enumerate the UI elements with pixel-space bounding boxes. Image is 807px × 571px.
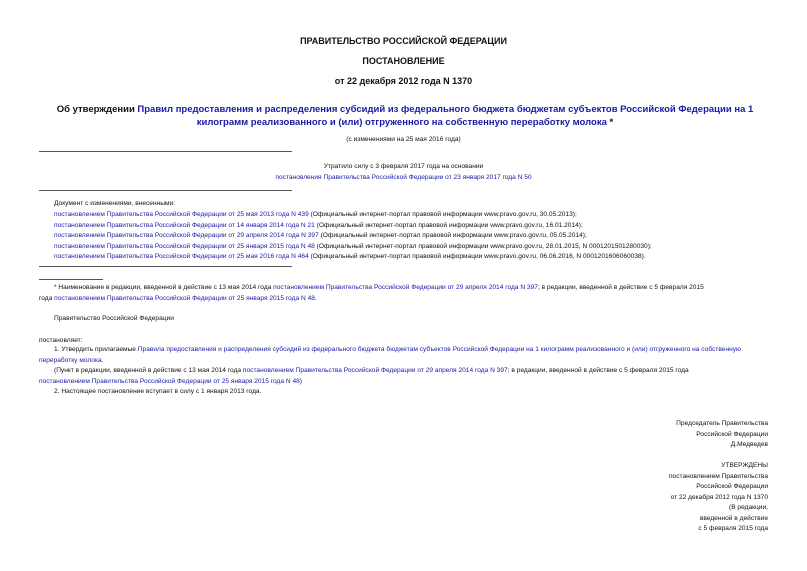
footnote-text: ; в редакции, введенной в действие с 5 февраля 2015 (537, 284, 704, 291)
title-suffix: * (606, 117, 614, 128)
paragraph-2: 2. Настоящее постановление вступает в силу с 1 января 2013 года. (54, 388, 262, 395)
note-text: ) (299, 377, 302, 385)
change-source: (Официальный интернет-портал правовой информации www.pravo.gov.ru, 28.01.2015, N 0001201501280030); (314, 242, 652, 250)
changes-list (54, 210, 794, 263)
change-link[interactable]: постановлением Правительства Российской Федерации от 25 января 2015 года N 48 (54, 242, 315, 250)
change-link[interactable]: постановлением Правительства Российской Федерации от 25 мая 2016 года N 464 (54, 253, 309, 260)
footnote (39, 283, 784, 304)
change-link[interactable]: постановлением Правительства Российской Федерации от 25 мая 2013 года N 439 (54, 211, 309, 218)
divider (39, 190, 292, 191)
change-link[interactable]: постановлением Правительства Российской Федерации от 29 апреля 2014 года N 397 (54, 232, 319, 239)
note-link[interactable]: постановлением Правительства Российской Федерации от 29 апреля 2014 года N 397 (242, 367, 508, 374)
changes-heading: Документ с изменениями, внесенными: (54, 200, 176, 207)
divider (39, 266, 292, 267)
approved-line: с 5 февраля 2015 года (698, 525, 768, 532)
change-source: (Официальный интернет-портал правовой информации www.pravo.gov.ru, 05.05.2014); (318, 232, 587, 239)
decides-line: постановляет: (39, 337, 83, 344)
note-text: (Пункт в редакции, введенной в действие с 13 мая 2014 года (54, 367, 243, 374)
note-text: ; в редакции, введенной в действие с 5 февраля 2015 года (507, 367, 689, 374)
approved-line: от 22 декабря 2012 года N 1370 (670, 493, 768, 501)
divider (39, 151, 292, 152)
footnote-text: года (39, 294, 55, 302)
footnote-text: * Наименование в редакции, введенной в действие с 13 мая 2014 года (54, 284, 274, 291)
footnote-link[interactable]: постановлением Правительства Российской Федерации от 29 апреля 2014 года N 397 (273, 284, 538, 291)
footnote-text: . (314, 294, 317, 302)
expired-link[interactable]: постановления Правительства Российской Федерации от 23 января 2017 года N 50 (275, 174, 532, 181)
list-item (54, 210, 794, 221)
change-source: (Официальный интернет-портал правовой информации www.pravo.gov.ru, 16.01.2014); (314, 221, 583, 229)
signature-position: Председатель Правительства (676, 420, 768, 427)
list-item (54, 231, 794, 242)
list-item (54, 252, 794, 263)
doc-date: от 22 декабря 2012 года N 1370 (334, 76, 473, 86)
paragraph-1 (39, 345, 774, 366)
title-rules-link[interactable]: Правил предоставления и распределения субсидий из федерального бюджета бюджетам субъектов Российской Федерации на 1 килограмм реализованного и (или) отгруженного на собственную переработку молока (137, 104, 754, 128)
rules-link[interactable]: Правила предоставления и распределения субсидий из федерального бюджета бюджетам субъектов Российской Федерации на 1 килограмм реализованного и (или) отгруженного на собственную переработку молока (39, 346, 741, 364)
doc-type: ПОСТАНОВЛЕНИЕ (362, 56, 445, 66)
approved-line: (В редакции, (729, 504, 768, 511)
change-link[interactable]: постановлением Правительства Российской Федерации от 14 января 2014 года N 21 (54, 221, 315, 229)
paragraph-note (39, 366, 774, 387)
note-link[interactable]: постановлением Правительства Российской Федерации от 25 января 2015 года N 48 (39, 377, 300, 385)
approved-line: Российской Федерации (696, 483, 768, 490)
approved-heading: УТВЕРЖДЕНЫ (721, 462, 768, 469)
paragraph-text: 1. Утвердить прилагаемые (54, 346, 138, 353)
change-source: (Официальный интернет-портал правовой информации www.pravo.gov.ru, 06.06.2016, N 0001201606060038). (308, 253, 646, 260)
signature-name: Д.Медведев (730, 441, 768, 448)
amended-note: (с изменениями на 25 мая 2016 года) (346, 136, 461, 143)
approved-line: постановлением Правительства (668, 472, 768, 480)
approved-block (500, 461, 768, 535)
paragraph-text: . (101, 356, 104, 364)
change-source: (Официальный интернет-портал правовой информации www.pravo.gov.ru, 30.05.2013); (308, 211, 577, 218)
footnote-divider (39, 279, 103, 280)
expired-text: Утратило силу с 3 февраля 2017 года на основании (323, 163, 484, 170)
org-name: ПРАВИТЕЛЬСТВО РОССИЙСКОЙ ФЕДЕРАЦИИ (300, 36, 507, 46)
list-item (54, 242, 794, 253)
title-prefix: Об утверждении (56, 104, 138, 115)
government-line: Правительство Российской Федерации (54, 315, 174, 322)
footnote-link[interactable]: постановлением Правительства Российской Федерации от 25 января 2015 года N 48 (54, 294, 315, 302)
signature-block (500, 419, 768, 451)
signature-country: Российской Федерации (696, 430, 768, 438)
doc-title (30, 103, 780, 129)
list-item (54, 221, 794, 232)
approved-line: введенной в действие (699, 514, 768, 522)
